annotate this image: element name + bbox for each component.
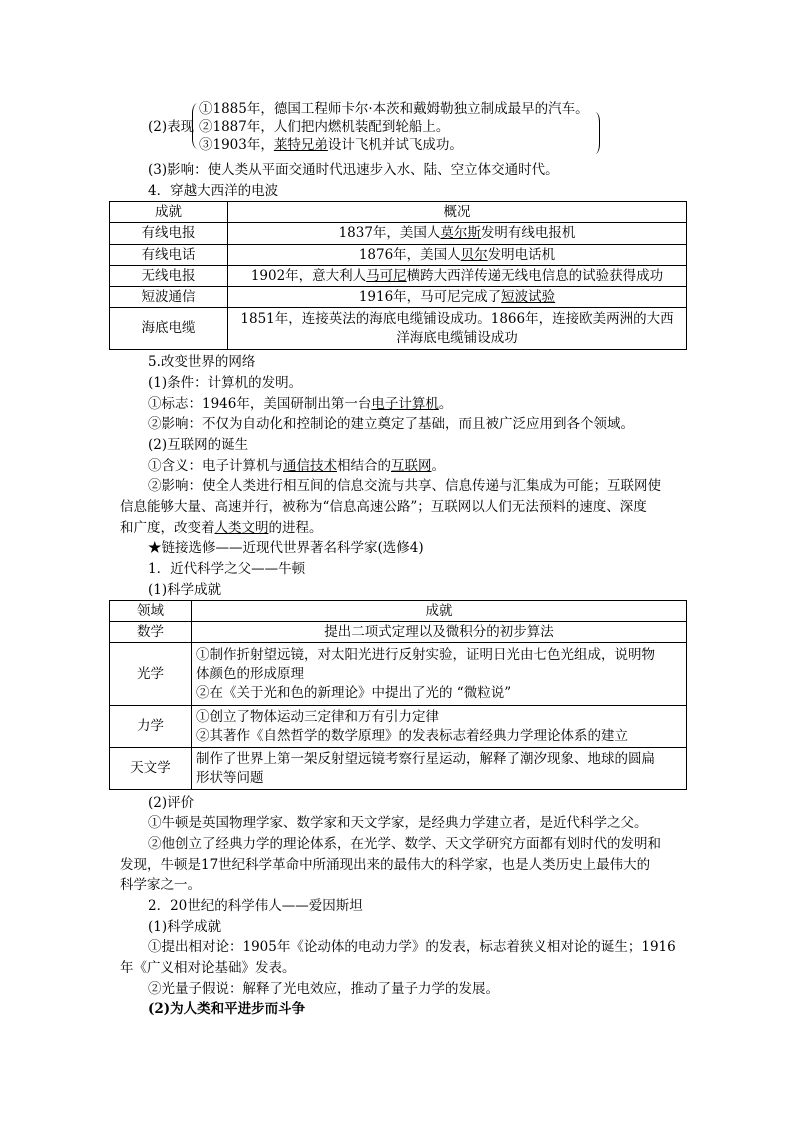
subheading: (1)科学成就 [148, 582, 222, 598]
table-cell: 1837年，美国人莫尔斯发明有线电报机 [228, 223, 687, 245]
paragraph: 信息能够大量、高速并行，被称为“信息高速公路”；互联网以人们无法预料的速度、深度 [120, 499, 647, 515]
table-cell: 1902年，意大利人马可尼横跨大西洋传递无线电信息的试验获得成功 [228, 266, 687, 287]
paragraph: ②他创立了经典力学的理论体系，在光学、数学、天文学研究方面都有划时代的发明和 [148, 836, 661, 852]
subheading: (1)科学成就 [148, 919, 222, 935]
table-row [110, 287, 687, 308]
paragraph: ①含义：电子计算机与通信技术相结合的互联网。 [148, 458, 445, 474]
paragraph: 发现，牛顿是17世纪科学革命中所涌现出来的最伟大的科学家，也是人类历史上最伟大的 [120, 857, 651, 873]
table-header: 成就 [192, 601, 687, 622]
table-cell: 提出二项式定理以及微积分的初步算法 [192, 622, 687, 643]
table-cell: 海底电缆 [110, 308, 228, 350]
table-cell: 1851年，连接英法的海底电缆铺设成功。1866年，连接欧美两洲的大西 洋海底电缆铺设成功 [228, 308, 687, 350]
table-cell: 无线电报 [110, 266, 228, 287]
paragraph: ②影响：不仅为自动化和控制论的建立奠定了基础，而且被广泛应用到各个领域。 [148, 416, 634, 432]
table-cell: 力学 [110, 706, 192, 748]
subheading: (2)为人类和平进步而斗争 [148, 1001, 306, 1017]
list-item: ①1885年，德国工程师卡尔·本茨和戴姆勒独立制成最早的汽车。 [199, 101, 589, 117]
paragraph: ①牛顿是英国物理学家、数学家和天文学家，是经典力学建立者，是近代科学之父。 [148, 815, 648, 831]
list-item: ②1887年，人们把内燃机装配到轮船上。 [199, 119, 450, 135]
paragraph: 科学家之一。 [120, 877, 201, 893]
table-cell: ①制作折射望远镜，对太阳光进行反射实验，证明日光由七色光组成，说明物 体颜色的形成原理 ②在《关于光和色的新理论》中提出了光的 “微粒说” [192, 643, 687, 706]
table-row [110, 266, 687, 287]
paragraph: 年《广义相对论基础》发表。 [120, 960, 296, 976]
paragraph: 和广度，改变着人类文明的进程。 [120, 520, 323, 536]
link-elective-heading: ★链接选修——近现代世界著名科学家(选修4) [148, 540, 424, 556]
paragraph: ②光量子假说：解释了光电效应，推动了量子力学的发展。 [148, 981, 499, 997]
table-cell: 1916年，马可尼完成了短波试验 [228, 287, 687, 308]
table-header: 成就 [110, 202, 228, 223]
paragraph: ②影响：使全人类进行相互间的信息交流与共享、信息传递与汇集成为可能；互联网使 [148, 478, 661, 494]
section-heading: 1．近代科学之父——牛顿 [148, 561, 306, 577]
list-item: ③1903年，莱特兄弟设计飞机并试飞成功。 [199, 137, 463, 153]
section-heading: 2．20世纪的科学伟人——爱因斯坦 [148, 898, 363, 914]
table-row [110, 748, 687, 790]
telecom-table [109, 201, 687, 350]
table-cell: 制作了世界上第一架反射望远镜考察行星运动，解释了潮汐现象、地球的圆扁 形状等问题 [192, 748, 687, 790]
table-row [110, 643, 687, 706]
section-heading: 5.改变世界的网络 [148, 354, 256, 370]
table-cell: ①创立了物体运动三定律和万有引力定律 ②其著作《自然哲学的数学原理》的发表标志着经典力学理论体系的建立 [192, 706, 687, 748]
section-label-performance: (2)表现 [148, 119, 195, 135]
table-header-row [110, 601, 687, 622]
table-cell: 有线电报 [110, 223, 228, 245]
table-row [110, 245, 687, 266]
paragraph: ①提出相对论：1905年《论动体的电动力学》的发表，标志着狭义相对论的诞生；1916 [148, 939, 676, 955]
table-row [110, 706, 687, 748]
impact-paragraph: (3)影响：使人类从平面交通时代迅速步入水、陆、空立体交通时代。 [148, 162, 559, 178]
table-cell: 光学 [110, 643, 192, 706]
paragraph: ①标志：1946年，美国研制出第一台电子计算机。 [148, 396, 453, 412]
table-cell: 有线电话 [110, 245, 228, 266]
table-cell: 1876年，美国人贝尔发明电话机 [228, 245, 687, 266]
table-cell: 短波通信 [110, 287, 228, 308]
paragraph: (1)条件：计算机的发明。 [148, 375, 303, 391]
paragraph: (2)互联网的诞生 [148, 437, 249, 453]
table-row [110, 223, 687, 245]
table-cell: 天文学 [110, 748, 192, 790]
subheading: (2)评价 [148, 795, 195, 811]
table-header: 概况 [228, 202, 687, 223]
table-header: 领域 [110, 601, 192, 622]
newton-achievements-table [109, 600, 687, 790]
table-row [110, 308, 687, 350]
section-heading: 4．穿越大西洋的电波 [148, 183, 279, 199]
table-row [110, 622, 687, 643]
left-brace [192, 103, 199, 149]
table-header-row [110, 202, 687, 223]
table-cell: 数学 [110, 622, 192, 643]
right-brace [594, 112, 600, 154]
